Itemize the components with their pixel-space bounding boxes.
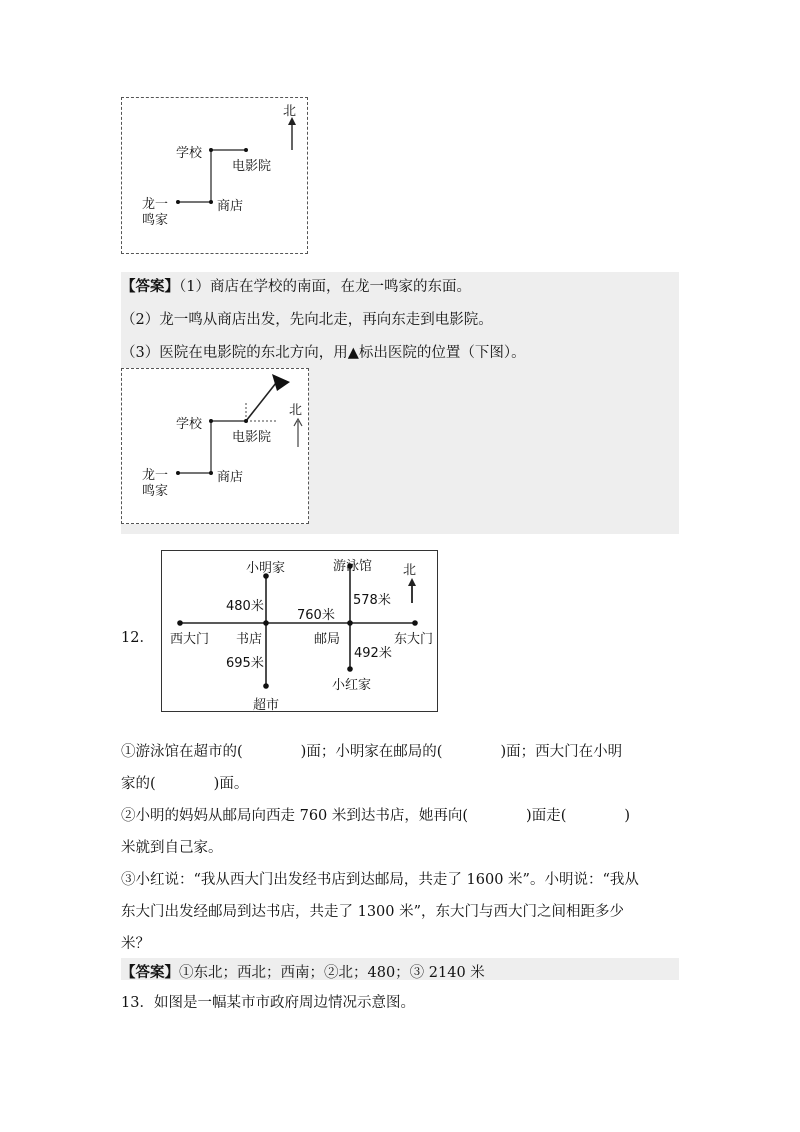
q12-line-4: 米就到自己家。: [121, 840, 223, 856]
distance-578-label: 578米: [353, 593, 391, 608]
distance-492-label: 492米: [354, 646, 392, 661]
figure-2-map: [121, 368, 309, 524]
answer1-text1: （1）商店在学校的南面，在龙一鸣家的东面。: [179, 279, 471, 295]
answer1-tag: 【答案】: [121, 278, 179, 295]
hospital-triangle-icon: [272, 374, 290, 391]
cinema-label: 电影院: [232, 430, 272, 445]
home-label-line2: 鸣家: [142, 484, 169, 499]
figure-1-map: [121, 97, 308, 254]
q12-line-6: 东大门出发经邮局到达书店，共走了 1300 米”，东大门与西大门之间相距多少: [121, 904, 625, 920]
pool-label: 游泳馆: [333, 559, 373, 574]
q12-line-2: 家的( )面。: [121, 776, 249, 792]
shop-label: 商店: [217, 470, 244, 485]
figure-1-lines: [122, 98, 309, 255]
q12-answer-text: ①东北；西北；西南；②北；480；③ 2140 米: [179, 965, 485, 981]
school-label: 学校: [176, 417, 203, 432]
north-label: 北: [283, 104, 297, 119]
xiaohong-home-label: 小红家: [332, 678, 372, 693]
supermarket-label: 超市: [253, 698, 280, 713]
north-arrow-icon: [408, 578, 416, 586]
answer1-line1: [121, 275, 471, 296]
school-label: 学校: [176, 146, 203, 161]
post-office-label: 邮局: [314, 632, 341, 647]
north-label: 北: [403, 563, 417, 578]
question-12-number: 12．: [121, 630, 154, 646]
bookstore-label: 书店: [236, 632, 263, 647]
xiaoming-home-label: 小明家: [246, 561, 286, 576]
home-label-line1: 龙一: [142, 468, 169, 483]
q12-line-1: ①游泳馆在超市的( )面；小明家在邮局的( )面；西大门在小明: [121, 744, 623, 760]
answer1-line2: （2）龙一鸣从商店出发，先向北走，再向东走到电影院。: [121, 312, 493, 328]
q12-line-5: ③小红说：“我从西大门出发经书店到达邮局，共走了 1600 米”。小明说：“我从: [121, 872, 639, 888]
question-12-map: [161, 550, 438, 712]
distance-695-label: 695米: [226, 656, 264, 671]
q12-line-3: ②小明的妈妈从邮局向西走 760 米到达书店，她再向( )面走( ): [121, 808, 631, 824]
q12-answer-line: [121, 961, 485, 982]
north-label: 北: [289, 403, 303, 418]
question-13-text: 13．如图是一幅某市市政府周边情况示意图。: [121, 995, 415, 1011]
distance-480-label: 480米: [226, 599, 264, 614]
west-gate-label: 西大门: [170, 632, 210, 647]
home-label-line1: 龙一: [142, 197, 169, 212]
figure-2-lines: [122, 369, 310, 525]
cinema-label: 电影院: [232, 159, 272, 174]
home-label-line2: 鸣家: [142, 213, 169, 228]
answer1-line3: （3）医院在电影院的东北方向，用▲标出医院的位置（下图）。: [121, 345, 526, 361]
q12-answer-tag: 【答案】: [121, 964, 179, 981]
east-gate-label: 东大门: [394, 632, 434, 647]
q12-line-7: 米？: [121, 936, 150, 952]
distance-760-label: 760米: [297, 608, 335, 623]
shop-label: 商店: [217, 199, 244, 214]
